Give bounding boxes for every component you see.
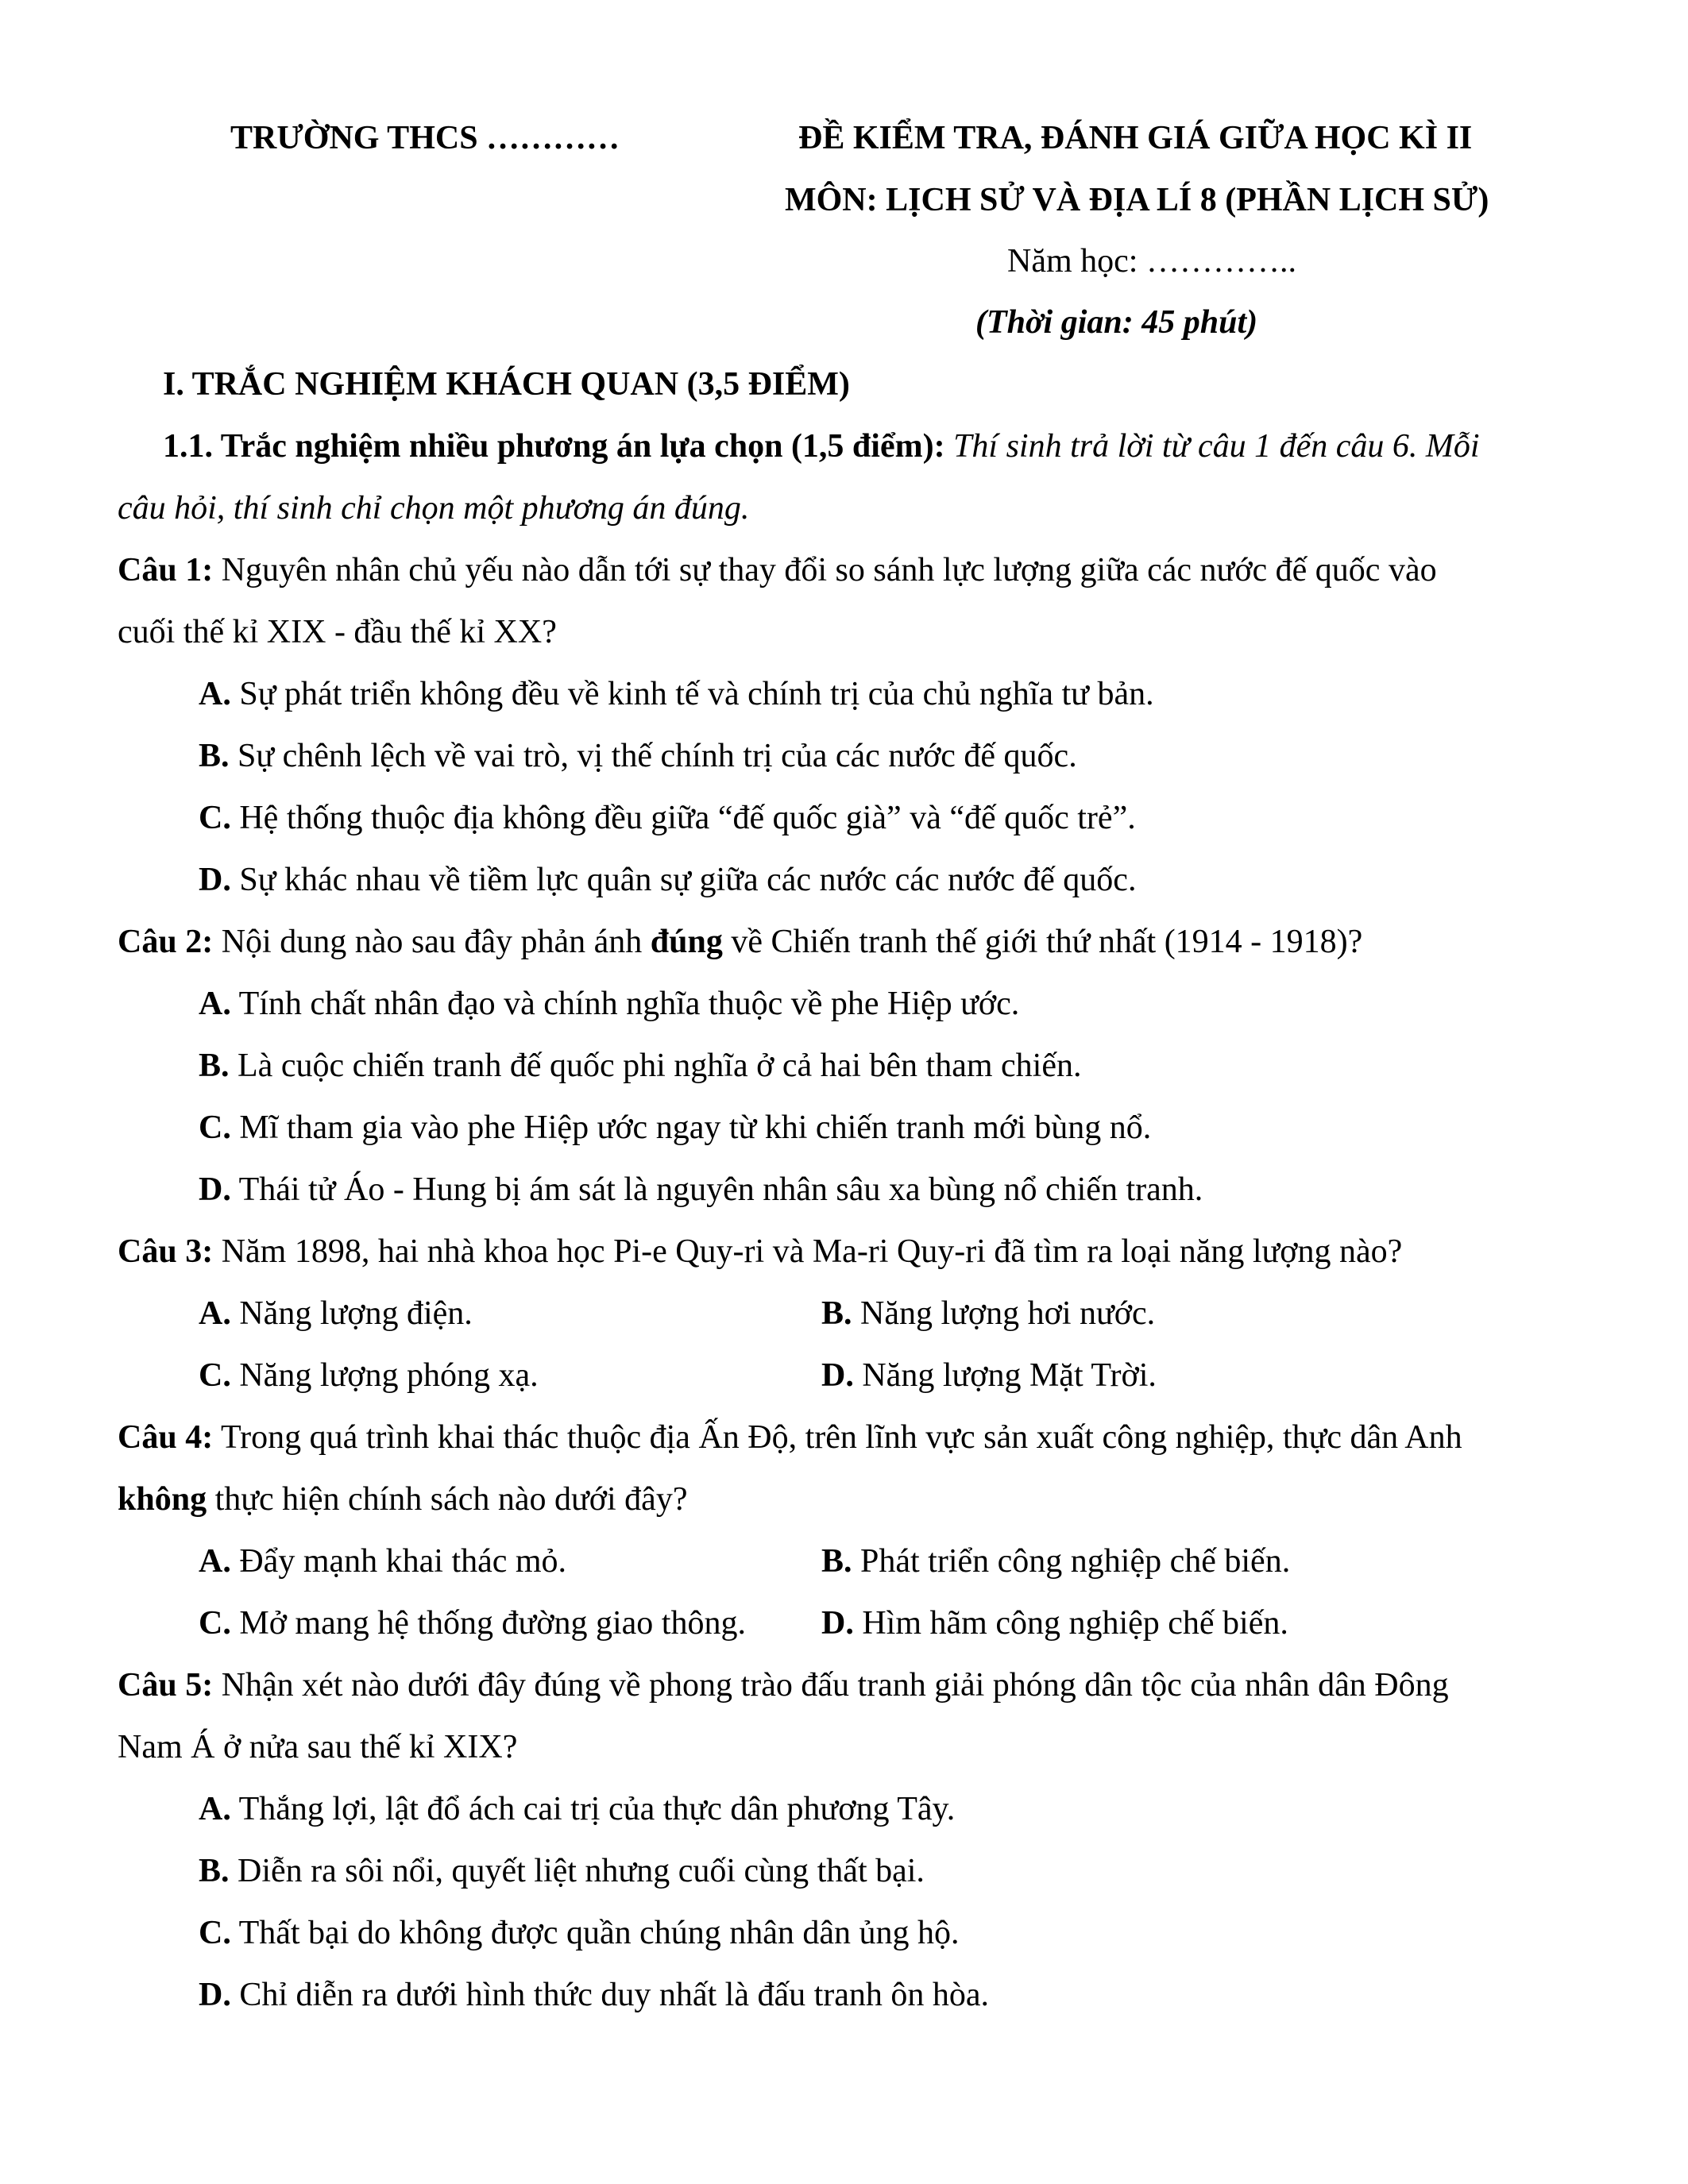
question-emphasis: đúng [650, 924, 723, 960]
option-a [199, 675, 1154, 713]
option-text: Thất bại do không được quần chúng nhân dân ủng hộ. [238, 1915, 960, 1951]
option-text: Năng lượng Mặt Trời. [862, 1357, 1157, 1394]
option-text: Hệ thống thuộc địa không đều giữa “đế quốc già” và “đế quốc trẻ”. [239, 800, 1136, 836]
question-text: Nhận xét nào dưới đây đúng về phong trào đấu tranh giải phóng dân tộc của nhân dân Đông [221, 1667, 1449, 1704]
option-b [821, 1295, 1155, 1333]
option-text: Thắng lợi, lật đổ ách cai trị của thực dân phương Tây. [238, 1791, 956, 1827]
option-key: A. [199, 1543, 231, 1580]
option-d [199, 1976, 989, 2014]
option-a [199, 1790, 955, 1828]
option-key: B. [821, 1543, 852, 1580]
option-key: A. [199, 1791, 231, 1827]
option-text: Thái tử Áo - Hung bị ám sát là nguyên nhân sâu xa bùng nổ chiến tranh. [238, 1171, 1203, 1208]
option-key: A. [199, 1295, 231, 1332]
subject-title: MÔN: LỊCH SỬ VÀ ĐỊA LÍ 8 (PHẦN LỊCH SỬ) [785, 182, 1489, 218]
option-key: C. [199, 1109, 231, 1146]
option-key: A. [199, 986, 231, 1022]
instruction-text-cont: câu hỏi, thí sinh chỉ chọn một phương án đúng. [118, 490, 750, 527]
option-c [199, 1604, 746, 1642]
question-label: Câu 4: [118, 1419, 214, 1456]
option-b [821, 1542, 1290, 1580]
section-title: I. TRẮC NGHIỆM KHÁCH QUAN (3,5 ĐIỂM) [163, 366, 850, 403]
option-key: C. [199, 1605, 231, 1642]
option-c [199, 1109, 1151, 1147]
subsection-heading [163, 427, 1480, 465]
subsection-title: 1.1. Trắc nghiệm nhiều phương án lựa chọn (1,5 điểm): [163, 428, 945, 465]
option-key: D. [199, 1977, 231, 2013]
option-text: Mở mang hệ thống đường giao thông. [239, 1605, 746, 1642]
option-c [199, 1914, 960, 1952]
option-c [199, 799, 1136, 837]
option-a [199, 985, 1019, 1023]
question-text-end: thực hiện chính sách nào dưới đây? [214, 1481, 688, 1518]
option-key: B. [821, 1295, 852, 1332]
option-text: Năng lượng hơi nước. [860, 1295, 1156, 1332]
question-label: Câu 3: [118, 1233, 214, 1270]
question-4 [118, 1418, 1462, 1457]
option-text: Năng lượng điện. [239, 1295, 473, 1332]
question-text: Nguyên nhân chủ yếu nào dẫn tới sự thay đổi so sánh lực lượng giữa các nước đế quốc vào [221, 552, 1437, 588]
option-c [199, 1356, 539, 1395]
option-a [199, 1542, 566, 1580]
question-text: Năm 1898, hai nhà khoa học Pi-e Quy-ri và Ma-ri Quy-ri đã tìm ra loại năng lượng nào? [221, 1233, 1403, 1270]
option-key: D. [199, 1171, 231, 1208]
option-d [199, 1171, 1203, 1209]
question-text: Trong quá trình khai thác thuộc địa Ấn Độ, trên lĩnh vực sản xuất công nghiệp, thực dân Anh [220, 1419, 1462, 1456]
question-label: Câu 2: [118, 924, 214, 960]
instruction-text: Thí sinh trả lời từ câu 1 đến câu 6. Mỗi [953, 428, 1480, 465]
option-key: A. [199, 676, 231, 712]
option-key: D. [199, 862, 231, 898]
option-b [199, 1852, 925, 1890]
option-text: Hìm hãm công nghiệp chế biến. [862, 1605, 1288, 1642]
option-text: Sự chênh lệch về vai trò, vị thế chính trị của các nước đế quốc. [238, 738, 1077, 774]
question-1 [118, 551, 1437, 589]
option-text: Phát triển công nghiệp chế biến. [860, 1543, 1291, 1580]
option-text: Sự khác nhau về tiềm lực quân sự giữa các nước các nước đế quốc. [239, 862, 1137, 898]
question-3 [118, 1233, 1402, 1271]
option-key: D. [821, 1357, 854, 1394]
option-key: B. [199, 1048, 230, 1084]
question-text-cont [118, 1480, 687, 1518]
question-label: Câu 1: [118, 552, 214, 588]
option-key: B. [199, 1853, 230, 1889]
option-key: B. [199, 738, 230, 774]
question-text: Nội dung nào sau đây phản ánh [221, 924, 643, 960]
option-d [821, 1604, 1288, 1642]
exam-title: ĐỀ KIỂM TRA, ĐÁNH GIÁ GIỮA HỌC KÌ II [798, 120, 1473, 156]
option-key: C. [199, 800, 231, 836]
question-text-cont: Nam Á ở nửa sau thế kỉ XIX? [118, 1729, 518, 1765]
option-key: D. [821, 1605, 854, 1642]
option-d [199, 861, 1136, 899]
exam-time: (Thời gian: 45 phút) [975, 304, 1258, 341]
question-text-end: về Chiến tranh thế giới thứ nhất (1914 - 1918)? [731, 924, 1363, 960]
option-text: Là cuộc chiến tranh đế quốc phi nghĩa ở cả hai bên tham chiến. [238, 1048, 1082, 1084]
option-key: C. [199, 1357, 231, 1394]
question-text-cont: cuối thế kỉ XIX - đầu thế kỉ XX? [118, 614, 557, 650]
option-key: C. [199, 1915, 231, 1951]
school-name: TRƯỜNG THCS ………… [230, 120, 620, 156]
school-year: Năm học: ………….. [1007, 243, 1296, 280]
option-text: Sự phát triển không đều về kinh tế và chính trị của chủ nghĩa tư bản. [239, 676, 1154, 712]
option-b [199, 1047, 1081, 1085]
question-emphasis: không [118, 1481, 207, 1518]
option-text: Diễn ra sôi nổi, quyết liệt nhưng cuối cùng thất bại. [238, 1853, 925, 1889]
option-text: Tính chất nhân đạo và chính nghĩa thuộc về phe Hiệp ước. [238, 986, 1020, 1022]
option-text: Năng lượng phóng xạ. [239, 1357, 539, 1394]
option-b [199, 737, 1077, 775]
question-label: Câu 5: [118, 1667, 214, 1704]
option-a [199, 1295, 473, 1333]
option-text: Chỉ diễn ra dưới hình thức duy nhất là đấu tranh ôn hòa. [239, 1977, 990, 2013]
option-d [821, 1356, 1157, 1395]
option-text: Mĩ tham gia vào phe Hiệp ước ngay từ khi chiến tranh mới bùng nổ. [239, 1109, 1152, 1146]
option-text: Đẩy mạnh khai thác mỏ. [239, 1543, 567, 1580]
question-2 [118, 923, 1362, 961]
question-5 [118, 1666, 1449, 1704]
